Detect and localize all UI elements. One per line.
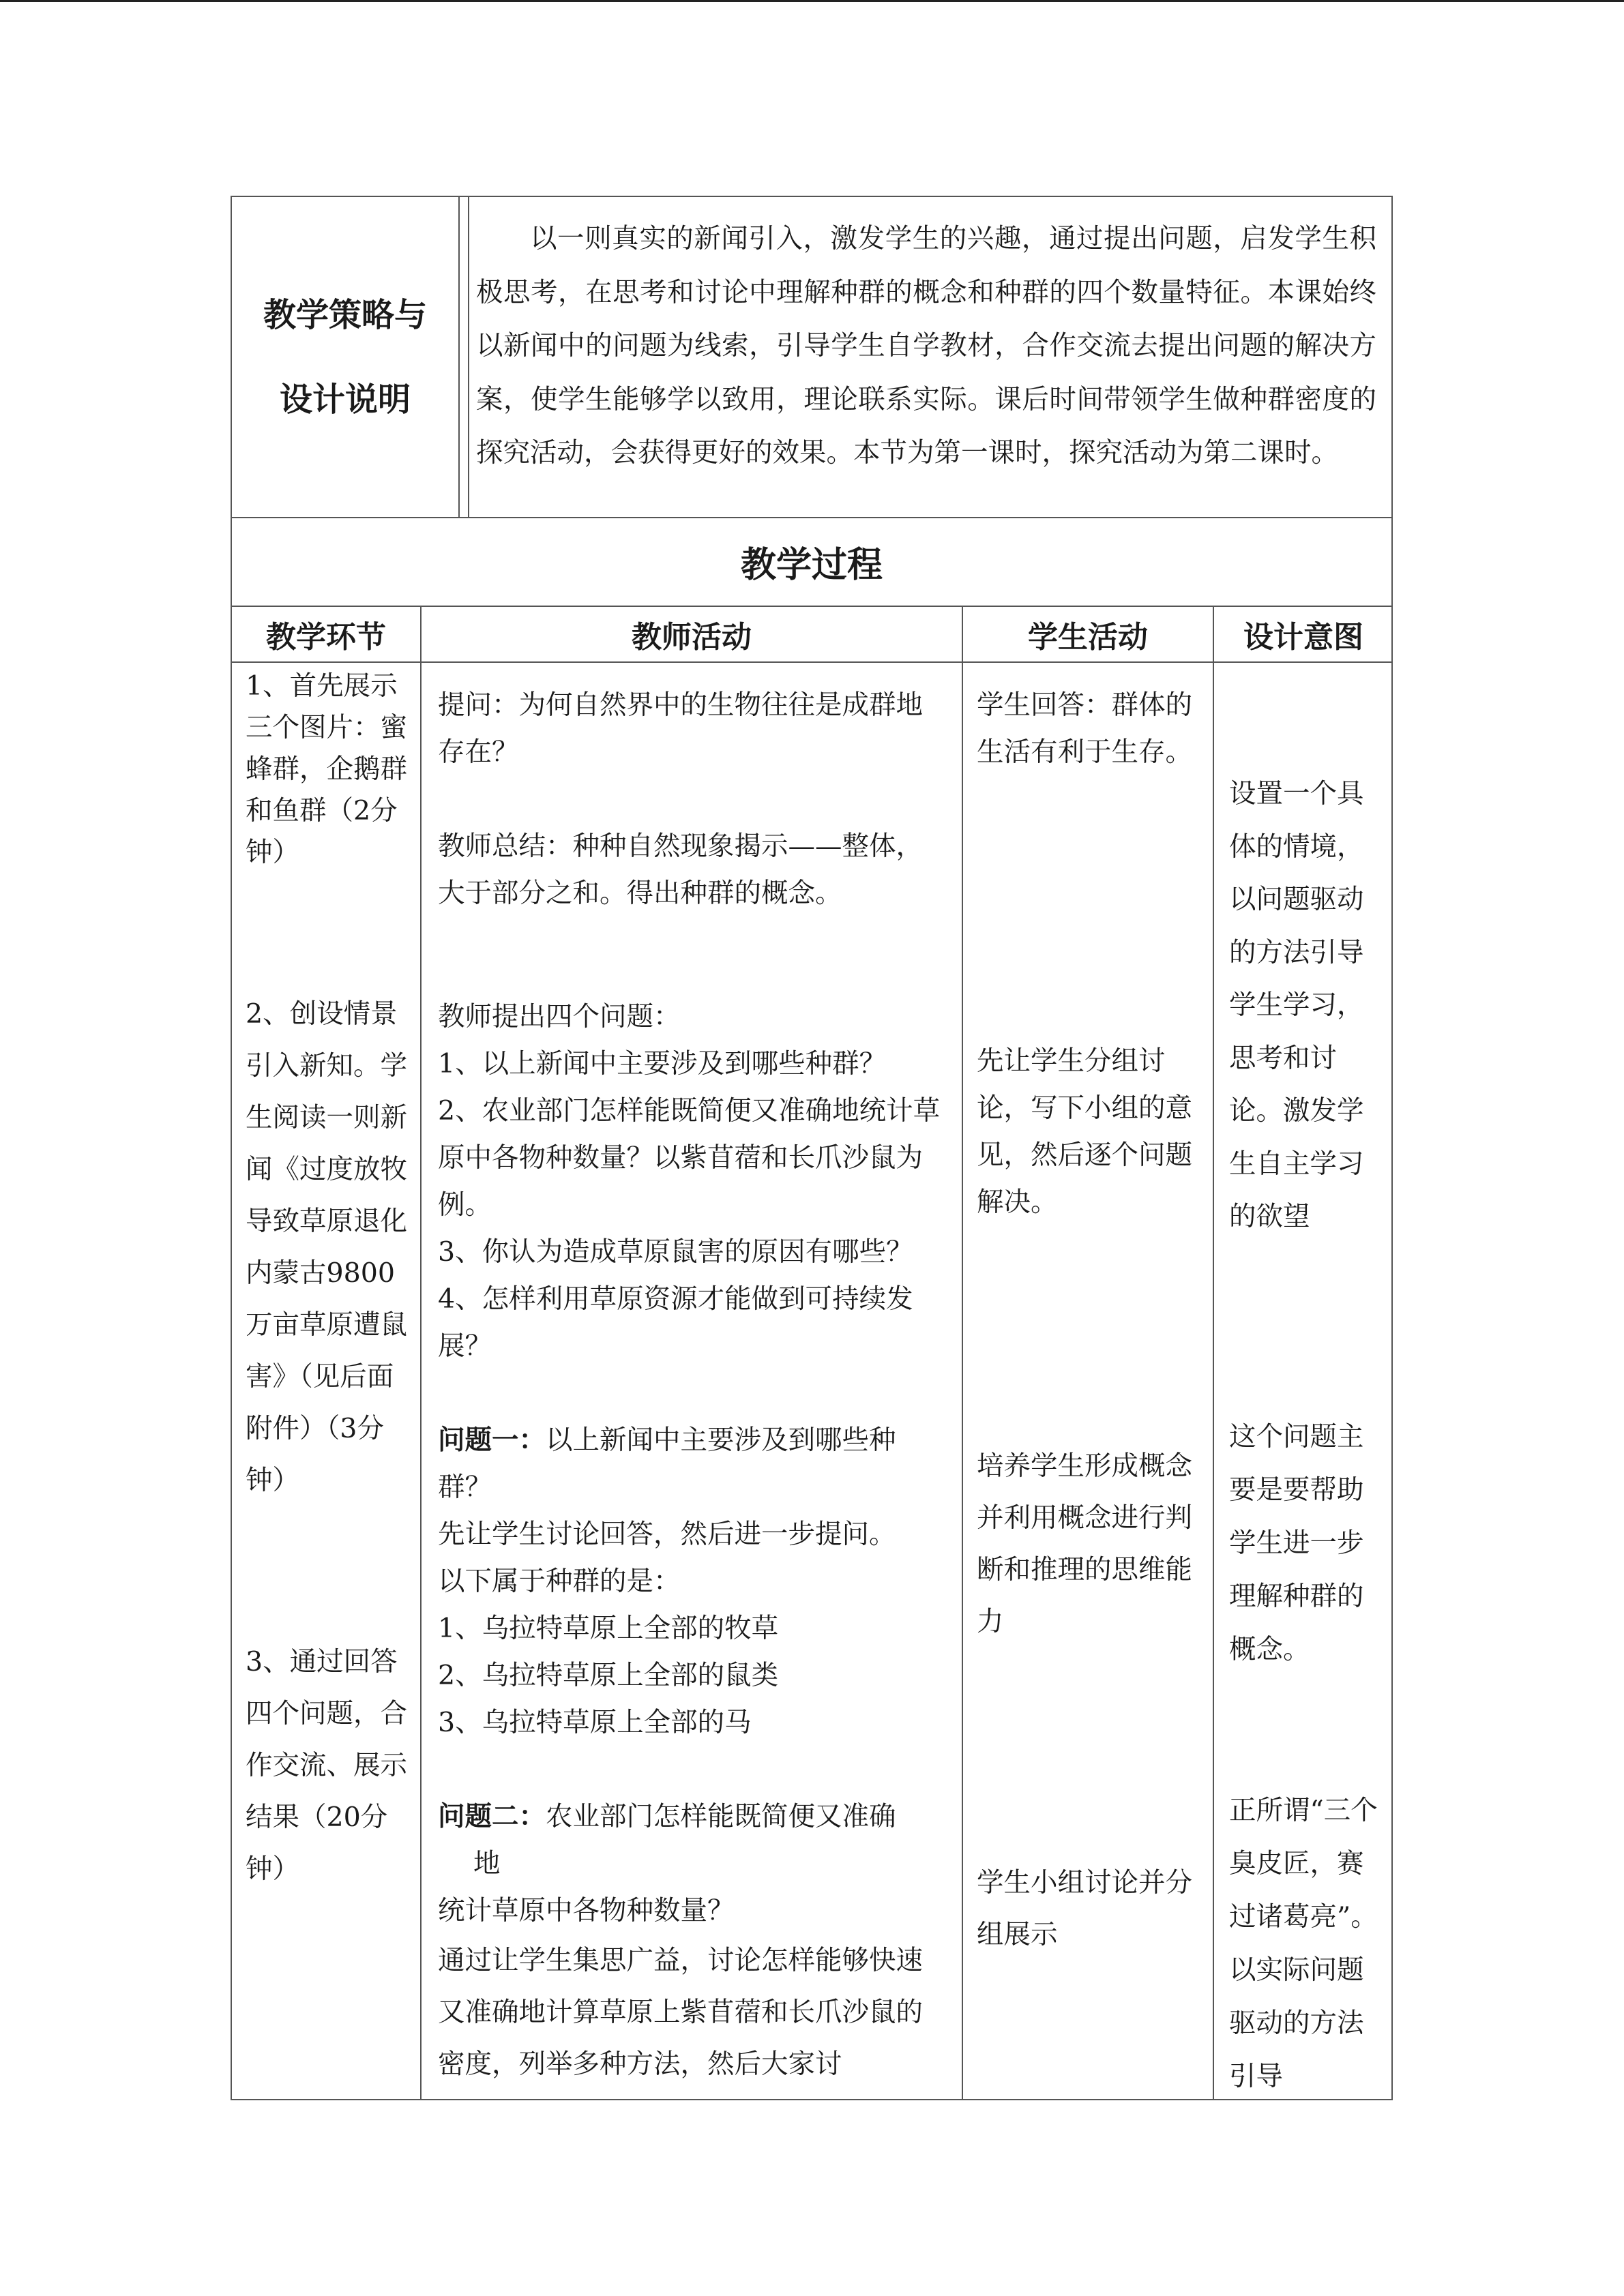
page-top-border <box>0 0 1624 2</box>
teacher-question-1: 提问：为何自然界中的生物往往是成群地存在？ <box>438 689 923 768</box>
problem-2-continuation: 地 <box>473 1848 501 1879</box>
question-item: 1、以上新闻中主要涉及到哪些种群？ <box>438 1048 887 1079</box>
problem-2-description: 通过让学生集思广益，讨论怎样能够快速又准确地计算草原上紫苜蓿和长爪沙鼠的密度，列举多种方法，然后大家讨 <box>438 1945 923 2080</box>
strategy-label: 教学策略与设计说明 <box>263 295 428 419</box>
intent-3: 正所谓“三个臭皮匠，赛过诸葛亮”。 以实际问题驱动的方法引导 <box>1229 1795 1378 2092</box>
column-divider <box>962 607 963 2099</box>
header-divider <box>232 661 1391 663</box>
student-activity-3: 培养学生形成概念并利用概念进行判断和推理的思维能力 <box>977 1450 1192 1637</box>
strategy-text: 以一则真实的新闻引入，激发学生的兴趣，通过提出问题，启发学生积极思考，在思考和讨论中理解种群的概念和种群的四个数量特征。本课始终以新闻中的问题为线索，引导学生自学教材，合作交流去提出问题的解决方案，使学生能够学以致用，理论联系实际。课后时间带领学生做种群密度的探究活动，会获得更好的效果。本节为第一课时，探究活动为第二课时。 <box>476 223 1376 468</box>
teacher-column <box>438 682 947 2090</box>
option-item: 3、乌拉特草原上全部的马 <box>438 1707 752 1738</box>
header-design-intent: 设计意图 <box>1243 620 1363 655</box>
strategy-section <box>231 196 1393 518</box>
process-title: 教学过程 <box>231 517 1393 607</box>
teacher-summary: 教师总结：种种自然现象揭示——整体，大于部分之和。得出种群的概念。 <box>438 831 923 909</box>
student-answer-1: 学生回答：群体的生活有利于生存。 <box>977 689 1192 768</box>
problem-2-label: 问题二： <box>438 1801 546 1832</box>
problem-1-text: 以上新闻中主要涉及到哪些种群？ <box>438 1425 896 1503</box>
student-activity-4: 学生小组讨论并分组展示 <box>977 1867 1192 1950</box>
double-border-line <box>460 197 469 517</box>
problem-1 <box>438 1417 947 1511</box>
option-item: 2、乌拉特草原上全部的鼠类 <box>438 1660 779 1691</box>
question-item: 3、你认为造成草原鼠害的原因有哪些？ <box>438 1236 913 1268</box>
strategy-label-cell <box>232 197 460 517</box>
stage-column <box>246 666 411 1895</box>
problem-2 <box>438 1793 947 1840</box>
column-divider <box>1213 607 1214 2099</box>
stage-3: 3、通过回答四个问题，合作交流、展示结果（20分钟） <box>246 1646 407 1885</box>
question-item: 2、农业部门怎样能既简便又准确地统计草原中各物种数量？以紫苜蓿和长爪沙鼠为例。 <box>438 1095 941 1221</box>
problem-1-ask: 以下属于种群的是： <box>438 1566 681 1597</box>
header-stage: 教学环节 <box>266 620 386 655</box>
teacher-four-questions: 教师提出四个问题： <box>438 1001 681 1032</box>
header-student-activity: 学生活动 <box>1028 620 1148 655</box>
stage-1: 1、首先展示三个图片：蜜蜂群，企鹅群和鱼群（2分钟） <box>246 670 407 868</box>
teaching-process-table <box>231 606 1393 2100</box>
student-activity-2: 先让学生分组讨论，写下小组的意见，然后逐个问题解决。 <box>977 1045 1192 1218</box>
intent-1: 设置一个具体的情境，以问题驱动的方法引导学生学习，思考和讨论。激发学生自主学习的欲望 <box>1229 778 1364 1232</box>
problem-1-label: 问题一： <box>438 1425 546 1456</box>
question-item: 4、怎样利用草原资源才能做到可持续发展？ <box>438 1283 913 1362</box>
problem-2-text: 农业部门怎样能既简便又准确 <box>546 1801 896 1832</box>
stage-2: 2、创设情景引入新知。学生阅读一则新闻《过度放牧导致草原退化 内蒙古9800万亩草原遭鼠害》（见后面附件）（3分钟） <box>246 998 407 1496</box>
option-item: 1、乌拉特草原上全部的牧草 <box>438 1613 779 1644</box>
column-divider <box>420 607 422 2099</box>
header-teacher-activity: 教师活动 <box>632 620 752 655</box>
problem-2-line: 统计草原中各物种数量？ <box>438 1895 735 1926</box>
intent-2: 这个问题主要是要帮助学生进一步理解种群的概念。 <box>1229 1421 1364 1665</box>
problem-1-follow: 先让学生讨论回答，然后进一步提问。 <box>438 1519 896 1550</box>
